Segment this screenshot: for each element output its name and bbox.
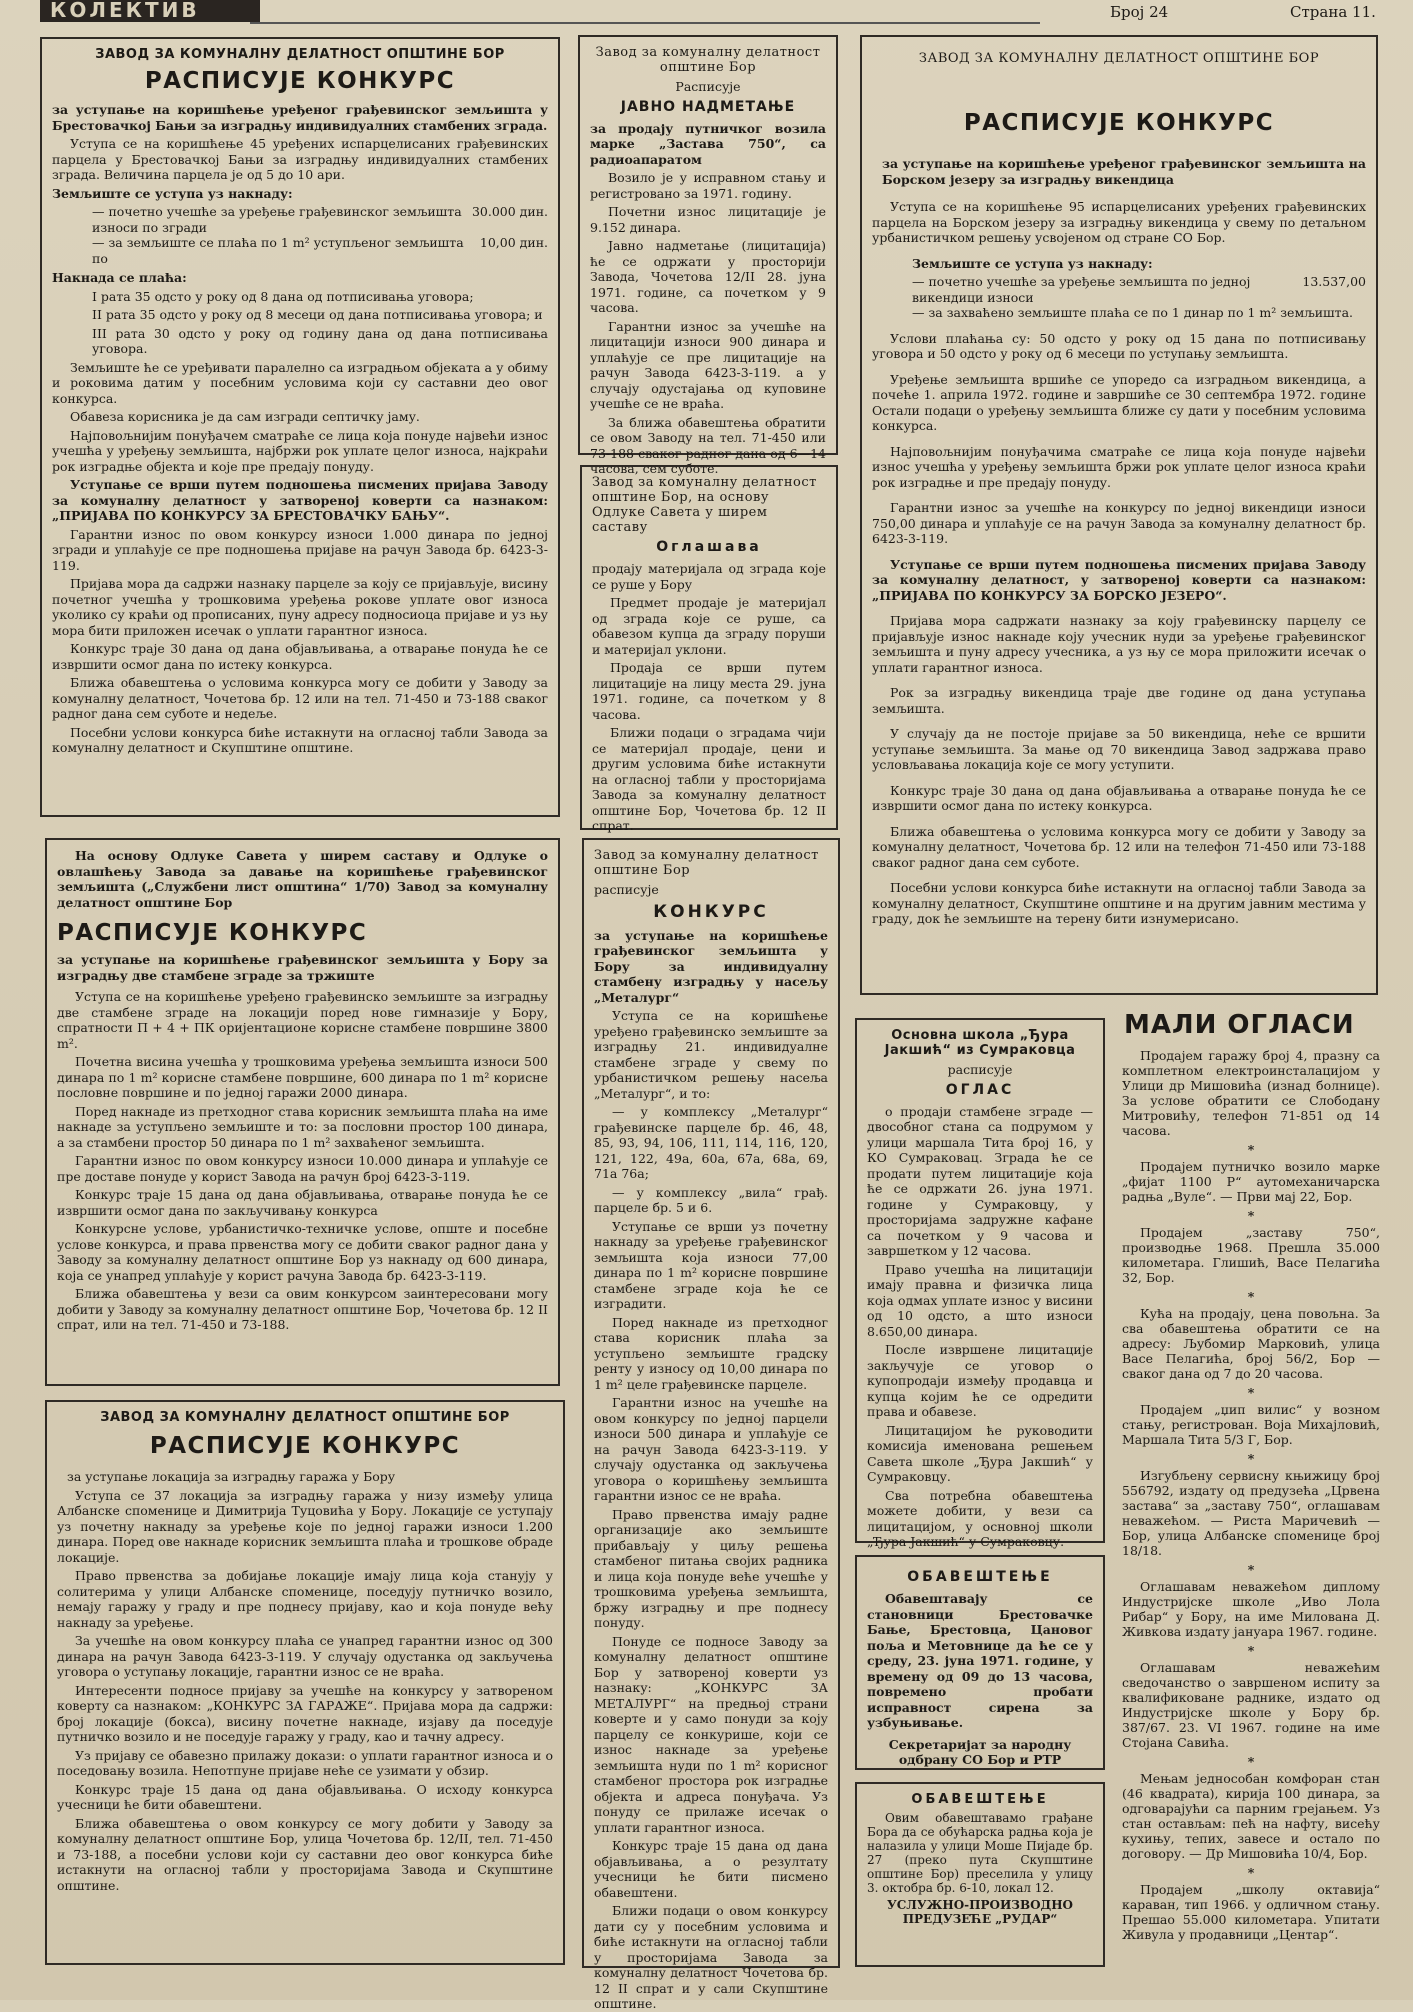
ad-paragraph: Посебни услови конкурса биће истакнути на огласној табли Завода за комуналну делатност, Скупштине општине и на другим јавним местима у граду, док ће земљиште на терену бити изнумерисано. [872, 880, 1366, 926]
ad-car-auction [578, 35, 838, 476]
ad-paragraph: Пријава мора да садржи назнаку парцеле за коју се пријављује, висину почетног учешћа у трошковима уређења рокове уплате овог износа уколико су краћи од прописаних, пуну адресу подносиоца пријаве и уз њу мора бити приложен исечак о уплати гарантног износа. [52, 576, 548, 638]
ad-title: КОНКУРС [653, 901, 769, 922]
ad-metalurg [582, 838, 840, 2011]
classified-ad: Продајем „џип вилис“ у возном стању, регистрован. Воја Михајловић, Маршала Тита 5/3 Г, Бор. [1122, 1402, 1380, 1447]
ad-subtitle: за уступање на коришћење уређеног грађевинског земљишта на Борском језеру за изградњу викендица [882, 156, 1366, 187]
ad-title: ОБАВЕШТЕЊЕ [907, 1569, 1053, 1585]
ad-subtitle: за уступање на коришћење грађевинског земљишта у Бору за индивидуалну стамбену изградњу у насељу „Металург“ [594, 927, 828, 1005]
ad-paragraph: Гарантни износ на учешће на овом конкурсу по једној парцели износи 500 динара и уплаћује се на рачун Завода 6423-3-119. У случају одустанка од закључења уговора о коришћењу земљишта гарантни износ се не враћа. [594, 1395, 828, 1503]
ad-paragraph: Јавно надметање (лицитација) ће се одржати у просторији Завода, Чочетова 12/II 28. јуна 1971. године, са почетком у 9 часова. [590, 238, 826, 315]
ad-garages [45, 1400, 565, 1965]
ad-intro: На основу Одлуке Савета у ширем саставу и Одлуке о овлашћењу Завода за давање на коришћење грађевинског земљишта („Службени лист општина“ 1/70) Завод за комуналну делатност општине Бор [57, 848, 548, 910]
separator-star: * [1247, 1562, 1255, 1577]
ad-paragraph: Овим обавештавамо грађане Бора да се обућарска радња која је налазила у улици Моше Пијаде бр. 27 (преко пута Скупштине општине Бор) преселила у улицу 3. октобра бр. 6-10, локал 12. [867, 1811, 1093, 1895]
ad-paragraph: Возило је у исправном стању и регистровано за 1971. годину. [590, 170, 826, 201]
ad-issuer: Основна школа „Ђура Јакшић“ из Сумраковца [884, 1028, 1076, 1058]
ad-paragraph: Уређење земљишта вршиће се упоредо са изградњом викендица, а почеће 1. априла 1972. године и завршиће се 30 септембра 1972. године Остали подаци о уређењу земљишта ближе су дати у посебним условима конкурса. [872, 371, 1366, 433]
ad-paragraph: Право учешћа на лицитацији имају правна и физичка лица која одмах уплате износ у висини од 10 одсто, а што износи 8.650,00 динара. [867, 1261, 1093, 1339]
ad-paragraph: Ближа обавештења у вези са овим конкурсом заинтересовани могу добити у Заводу за комуналну делатност општине Бор, Чочетова бр. 12 II спрат, или на тел. 71-450 и 73-188. [57, 1286, 548, 1332]
ad-issuer: ЗАВОД ЗА КОМУНАЛНУ ДЕЛАТНОСТ ОПШТИНЕ БОР [918, 51, 1320, 66]
fee-heading: Земљиште се уступа уз накнаду: [912, 255, 1153, 271]
separator-star: * [1247, 1865, 1255, 1880]
ad-paragraph: Гарантни износ за учешће на конкурсу по једној викендици износи 750,00 динара и уплаћује се на рачун Завода за комуналну делатност бр. 6423-3-119. [872, 500, 1366, 546]
ad-paragraph: Обавештавају се становници Брестовачке Бање, Брестовца, Цановог поља и Метовнице да ће се у среду, 23. јуна 1971. године, у времену од 09 до 13 часова, повремено пробати исправност сирена за узбуњивање. [867, 1591, 1093, 1730]
classified-ad: Продајем „заставу 750“, производње 1968. Прешла 35.000 километара. Глишић, Васе Пелагића 32, Бор. [1122, 1225, 1380, 1285]
ad-paragraph: Услови плаћања су: 50 одсто у року од 15 дана по потписивању уговора и 50 одсто у року од 6 месеци по уступању земљишта. [872, 330, 1366, 361]
ad-paragraph: Уз пријаву се обавезно прилажу докази: о уплати гарантног износа и о поседовању возила. Непотпуне пријаве неће се узимати у обзир. [57, 1747, 553, 1778]
ad-signature: УСЛУЖНО-ПРОИЗВОДНО ПРЕДУЗЕЋЕ „РУДАР“ [886, 1898, 1073, 1926]
ad-issuer: ЗАВОД ЗА КОМУНАЛНУ ДЕЛАТНОСТ ОПШТИНЕ БОР [100, 1410, 510, 1425]
payment-heading: Накнада се плаћа: [52, 270, 187, 285]
ad-paragraph: Посебни услови конкурса биће истакнути на огласној табли Завода за комуналну делатност и Скупштине општине. [52, 724, 548, 755]
header-rule [250, 22, 1040, 24]
payment-item: III рата 30 одсто у року од годину дана од дана потписивања уговора. [92, 325, 548, 356]
ad-verb: Расписује [675, 79, 741, 94]
ad-title: ОБАВЕШТЕЊЕ [911, 1792, 1049, 1807]
ad-paragraph: Уступа се на коришћење 45 уређених испарцелисаних грађевинских парцела у Брестовачкој Бањи за изградњу индивидуалних стамбених зграда. Величина парцела је од 5 до 10 ари. [52, 136, 548, 182]
payment-item: I рата 35 одсто у року од 8 дана од потписивања уговора; [92, 288, 474, 304]
ad-paragraph: о продаји стамбене зграде — двособног стана са подрумом у улици маршала Тита број 16, у КО Сумраковац. Зграда ће се продати путем лицитације која ће се одржати 26. јуна 1971. године у Сумраковцу, у просторијама задружне кафане са почетком у 9 часова и завршетком у 12 часова. [867, 1103, 1093, 1258]
ad-paragraph: Почетни износ лицитације је 9.152 динара. [590, 204, 826, 235]
ad-paragraph: Почетна висина учешћа у трошковима уређења земљишта износи 500 динара по 1 m² корисне стамбене површине, 600 динара по 1 m² корисне пословне површине и по једној гаражи 2000 динара. [57, 1054, 548, 1100]
separator-star: * [1247, 1451, 1255, 1466]
separator-star: * [1247, 1754, 1255, 1769]
ad-title: РАСПИСУЈЕ КОНКУРС [144, 68, 456, 94]
ad-paragraph: Поред накнаде из претходног става корисник земљишта плаћа на име накнаде за уступљено земљиште и то: за пословни простор 100 динара, а за стамбени простор 50 динара по 1 m² захваћеног земљишта. [57, 1103, 548, 1150]
ad-paragraph: Обавеза корисника је да сам изгради септичку јаму. [70, 409, 420, 424]
fee-row: — почетно учешће за уређење грађевинског земљишта износи по згради 30.000 дин. [92, 204, 548, 235]
fee-heading: Земљиште се уступа уз накнаду: [52, 185, 293, 201]
ad-paragraph: Ближа обавештења о условима конкурса могу се добити у Заводу за комуналну делатност, Чочетова бр. 12 или на тел. 71-450 и 73-188 сваког радног дана сем суботе и недеље. [52, 675, 548, 721]
issue-number: Број 24 [1110, 3, 1169, 21]
ad-paragraph: Поред накнаде из претходног става корисник плаћа за уступљено земљиште градску ренту у износу од 10,00 динара по 1 m² целе грађевинске парцеле. [594, 1314, 828, 1392]
masthead: КОЛЕКТИВ [40, 0, 260, 22]
classified-ad: Продајем гаражу број 4, празну са комплетном електроинсталацијом у Улици др Мишовића (изнад болнице). За услове обратити се Слободану Митровићу, телефон 71-851 од 14 часова. [1122, 1048, 1380, 1138]
ad-verb: расписује [594, 882, 659, 897]
ad-paragraph: — у комплексу „вила“ грађ. парцеле бр. 5 и 6. [594, 1184, 828, 1215]
ad-paragraph: Рок за изградњу викендица траје две године од дана уступања земљишта. [872, 685, 1366, 716]
ad-paragraph: Уступа се 37 локација за изградњу гаража у низу између улица Албанске споменице и Димитрија Туцовића у Бору. Локације се уступају уз почетну накнаду за уређење које по једној гаражи износи 1.200 динара. Поред ове накнаде корисник земљишта плаћа и трошкове обраде локације. [57, 1487, 553, 1565]
ad-signature: Секретаријат за народну одбрану СО Бор и РТР [888, 1736, 1072, 1767]
ad-paragraph: Продаја се врши путем лицитације на лицу места 29. јуна 1971. године, са почетком у 8 часова. [592, 660, 826, 722]
ad-school-house-sale [855, 1018, 1105, 1549]
separator-star: * [1247, 1289, 1255, 1304]
ad-title: РАСПИСУЈЕ КОНКУРС [963, 110, 1275, 136]
ad-paragraph: Интересенти подносе пријаву за учешће на конкурсу у затвореном коверту са назнаком: „КОНКУРС ЗА ГАРАЖЕ“. Пријава мора да садржи: број локације (бокса), висину почетне накнаде, изјаву да поседује путничко возило и не поседује гаражу у граду, као и тачну адресу. [57, 1682, 553, 1744]
ad-paragraph: Конкурс траје 30 дана од дана објављивања, а отварање понуда ће се извршити осмог дана по истеку конкурса. [52, 641, 548, 672]
ad-title: РАСПИСУЈЕ КОНКУРС [149, 1433, 461, 1459]
ad-paragraph: Сва потребна обавештења можете добити, у вези са лицитацијом, у основној школи „Ђура Јакшић“ у Сумраковцу. [867, 1487, 1093, 1549]
ad-paragraph: Гарантни износ за учешће на лицитацији износи 900 динара и уплаћује се пре лицитације на рачун Завода 6423-3-119. а у случају одустајања од куповине учешће се не враћа. [590, 318, 826, 411]
classified-ad: Продајем путничко возило марке „фијат 1100 Р“ аутомеханичарска радња „Вуле“. — Први мај 22, Бор. [1122, 1159, 1380, 1204]
ad-paragraph: Ближи подаци о зградама чији се материјал продаје, цени и другим условима биће истакнути на огласној табли у просторијама Завода за комуналну делатност општине Бор, Чочетова бр. 12 II спрат. [592, 725, 826, 833]
fee-row: — за захваћено земљиште плаћа се по 1 динар по 1 m² земљишта. [912, 305, 1354, 320]
ad-siren-notice [855, 1555, 1105, 1770]
ad-subtitle: за продају путничког возила марке „Застава 750“, са радиоапаратом [590, 120, 826, 167]
ad-subtitle: за уступање на коришћење грађевинског земљишта у Бору за изградњу две стамбене зграде за тржиште [57, 952, 548, 983]
ad-paragraph: Пријава мора садржати назнаку за коју грађевинску парцелу се пријављује износ накнаде коју учесник нуди за уређење грађевинског земљишта и пуну адресу учесника, а уз њу се мора приложити исечак о уплати гарантног износа. [872, 613, 1366, 675]
ad-paragraph: Конкурс траје 15 дана од дана објављивања. О исходу конкурса учесници ће бити обавештени. [57, 1781, 553, 1812]
page-number: Страна 11. [1290, 3, 1376, 21]
ad-brestovacka-banja [40, 37, 560, 817]
fee-row: — за земљиште се плаћа по 1 m² уступљеног земљишта по 10,00 дин. [92, 235, 548, 266]
ad-paragraph: Уступа се на коришћење 95 испарцелисаних уређених грађевинских парцела на Борском језеру за изградњу викендица у свему по детаљном урбанистичком решењу усвојеном од стране СО Бор. [872, 199, 1366, 245]
ad-paragraph: Ближи подаци о овом конкурсу дати су у посебним условима и биће истакнути на огласној табли у просторијама Завода за комуналну делатност Чочетова бр. 12 II спрат и у сали Скупштине општине. [594, 1903, 828, 2011]
classified-ad: Изгубљену сервисну књижицу број 556792, издату од предузећа „Црвена застава“ за „заставу 750“, оглашавам неважећом. — Риста Маричевић — Бор, улица Албанске споменице број 18/18. [1122, 1468, 1380, 1558]
ad-title: Оглашава [656, 539, 762, 555]
ad-paragraph: Ближа обавештења о условима конкурса могу се добити у Заводу за комуналну делатност, Чочетова бр. 12 или на телефон 71-450 или 73-188 сваког радног дана сем суботе. [872, 823, 1366, 870]
ad-paragraph: Право првенства имају радне организације ако земљиште прибављају у циљу решења стамбеног питања својих радника и лица која понуде веће учешће у трошковима уређења земљишта, бржу изградњу и пре поднесу понуду. [594, 1506, 828, 1630]
ad-paragraph: Гарантни износ по овом конкурсу износи 10.000 динара и уплаћује се пре доставе понуде у корист Завода на рачун број 6423-3-119. [57, 1153, 548, 1184]
ad-paragraph: — у комплексу „Металург“ грађевинске парцеле бр. 46, 48, 85, 93, 94, 106, 111, 114, 116, 120, 121, 122, 49а, 60а, 67а, 68а, 69, 71а 76а; [594, 1104, 828, 1181]
ad-paragraph: Конкурс траје 15 дана од дана објављивања, а о резултату учесници ће бити писмено обавештени. [594, 1838, 828, 1900]
ad-subtitle: за уступање локација за изградњу гаража у Бору [67, 1469, 396, 1484]
ad-title: ОГЛАС [945, 1081, 1015, 1098]
separator-star: * [1247, 1385, 1255, 1400]
ad-paragraph: Уступа се на коришћење уређено грађевинско земљиште за изградњу две стамбене зграде на локацији поред нове гимназије у Бору, спратности П + 4 + ПК оријентационе корисне стамбене површине 3800 m². [57, 989, 548, 1051]
separator-star: * [1247, 1208, 1255, 1223]
ad-paragraph: Земљиште ће се уређивати паралелно са изградњом објеката а у обиму и роковима датим у посебним условима који су саставни део овог конкурса. [52, 359, 548, 406]
ad-paragraph: Гарантни износ по овом конкурсу износи 1.000 динара по једној згради и уплаћује се пре подношења пријаве на рачун Завода бр. 6423-3-119. [52, 526, 548, 573]
ad-paragraph: За ближа обавештења обратити се овом Заводу на тел. 71-450 или 73-188 сваког радног дана од 6—14 часова, сем суботе. [590, 414, 826, 476]
ad-paragraph: Ближа обавештења о овом конкурсу се могу добити у Заводу за комуналну делатност општине Бор, улица Чочетова бр. 12/II, тел. 71-450 и 73-188, а посебни услови који су саставни део овог конкурса биће истакнути на огласној табли у просторијама Завода и Скупштине општине. [57, 1815, 553, 1893]
classified-ad: Продајем „школу октавија“ караван, тип 1966. у одличном стању. Прешао 55.000 километара. Упитати Живула у продавници „Центар“. [1122, 1882, 1380, 1942]
ad-title: РАСПИСУЈЕ КОНКУРС [57, 920, 368, 946]
classifieds-title: МАЛИ ОГЛАСИ [1124, 1010, 1355, 1040]
ad-title: ЈАВНО НАДМЕТАЊЕ [620, 98, 796, 115]
ad-paragraph: Конкурс траје 30 дана од дана објављивања а отварање понуда ће се извршити осмог дана по истеку конкурса. [872, 782, 1366, 813]
ad-paragraph: Понуде се подносе Заводу за комуналну делатност општине Бор у затвореној коверти уз назнаку: „КОНКУРС ЗА МЕТАЛУРГ“ на предњој страни коверте и у само понуди за коју парцелу се конкурише, који се износ накнаде за уређење земљишта нуди по 1 m² корисног стамбеног простора рок изградње објекта и адреса понуђача. Уз понуду се прилаже исечак о уплати гарантног износа. [594, 1633, 828, 1835]
ad-issuer: Завод за комуналну делатност општине Бор [594, 848, 819, 878]
ad-issuer: Завод за комуналну делатност општине Бор, на основу Одлуке Савета у ширем саставу [592, 475, 817, 535]
ad-paragraph: Уступа се на коришћење уређено грађевинско земљиште за изградњу 21. индивидуалне стамбене зграде у свему по урбанистичком решењу насеља „Металург“, и то: [594, 1008, 828, 1101]
ad-paragraph: Лицитацијом ће руководити комисија именована решењем Савета школе „Ђура Јакшић“ у Сумраковцу. [867, 1422, 1093, 1484]
classified-ad: Кућа на продају, цена повољна. За сва обавештења обратити се на адресу: Љубомир Марковић, улица Васе Пелагића, број 56/2, Бор — сваког дана од 7 до 20 часова. [1122, 1306, 1380, 1381]
separator-star: * [1247, 1142, 1255, 1157]
ad-paragraph: Право првенства за добијање локације имају лица која станују у солитерима у улици Албанске споменице, поседују путничко возило, немају гаражу у граду и пре поднесу пријаву, као и која понуде већу накнаду за уређење. [57, 1568, 553, 1630]
ad-two-buildings [45, 838, 560, 1386]
ad-paragraph: После извршене лицитације закључује се уговор о купопродаји између продавца и купца којим ће се одредити права и обавезе. [867, 1342, 1093, 1419]
payment-item: II рата 35 одсто у року од 8 месеци од дана потписивања уговора; и [92, 307, 543, 322]
ad-paragraph: Најповољнијим понуђачем сматраће се лица која понуде највећи износ учешћа у уређењу земљишта, најбржи рок уплате целог износа, најкраћи рок изградње објекта и које пре предају понуду. [52, 427, 548, 474]
ad-paragraph: Предмет продаје је материјал од зграда које се руше, са обавезом купца да зграду поруши и материјал уклони. [592, 595, 826, 657]
classified-ad: Мењам једнособан комфоран стан (46 квадрата), кирија 100 динара, за одговарајући са парним грејањем. Уз стан остављам: пећ на нафту, висећу кухињу, тепих, завесе и остало по договору. — Др Мишовића 10/4, Бор. [1122, 1771, 1380, 1861]
ad-verb: расписује [947, 1062, 1013, 1077]
ad-borsko-jezero [860, 35, 1378, 995]
fee-row: — почетно учешће за уређење земљишта по једној викендици износи 13.537,00 [912, 274, 1366, 305]
ad-building-material-sale [580, 465, 838, 833]
ad-paragraph: Најповољнијим понуђачима сматраће се лица која понуде највећи износ учешћа у уређењу земљишта бржи рок уплате целог износа краћи рок изградње и пре предају понуду. [872, 443, 1366, 490]
ad-paragraph: У случају да не постоје пријаве за 50 викендица, неће се вршити уступање земљишта. За мање од 70 викендица Завод задржава право условљавања локација које се могу уступити. [872, 726, 1366, 772]
separator-star: * [1247, 1643, 1255, 1658]
ad-issuer: Завод за комуналну делатност општине Бор [595, 45, 821, 75]
classified-ad: Оглашавам неважећим сведочанство о завршеном испиту за квалификоване раднике, издато од Индустријске школе у Бору бр. 387/67. 23. VI 1967. године на име Стојана Савића. [1122, 1660, 1380, 1750]
ad-paragraph: Конкурсне услове, урбанистичко-техничке услове, опште и посебне услове конкурса, и права првенства могу се добити сваког радног дана у Заводу за комуналну делатност општине Бор уз накнаду од 600 динара, која се унапред уплаћује у корист рачуна Завода бр. 6423-3-119. [57, 1221, 548, 1283]
ad-paragraph: Уступање се врши путем подношења писмених пријава Заводу за комуналну делатност, у затвореној коверти са назнаком: „ПРИЈАВА ПО КОНКУРСУ ЗА БОРСКО ЈЕЗЕРО“. [872, 556, 1366, 603]
ad-subtitle: за уступање на коришћење уређеног грађевинског земљишта у Брестовачкој Бањи за изградњу индивидуалних стамбених зграда. [52, 102, 548, 133]
classifieds-section [1122, 1010, 1380, 1970]
ad-paragraph: За учешће на овом конкурсу плаћа се унапред гарантни износ од 300 динара на рачун Завода 6423-3-119. У случају одустанка од закључења уговора о уступању локације, гарантни износ се не враћа. [57, 1633, 553, 1679]
ad-subtitle: продају материјала од зграда које се руше у Бору [592, 561, 826, 592]
ad-paragraph: Уступање се врши путем подношења писмених пријава Заводу за комуналну делатност у затвореној коверти са назнаком: „ПРИЈАВА ПО КОНКУРСУ ЗА БРЕСТОВАЧКУ БАЊУ“. [52, 477, 548, 523]
ad-shoe-shop-notice [855, 1782, 1105, 1967]
ad-paragraph: Конкурс траје 15 дана од дана објављивања, отварање понуда ће се извршити осмог дана по закључивању конкурса [57, 1187, 548, 1218]
classified-ad: Оглашавам неважећом диплому Индустријске школе „Иво Лола Рибар“ у Бору, на име Милована Д. Живкова издату јануара 1967. године. [1122, 1579, 1380, 1639]
ad-issuer: ЗАВОД ЗА КОМУНАЛНУ ДЕЛАТНОСТ ОПШТИНЕ БОР [95, 47, 505, 62]
ad-paragraph: Уступање се врши уз почетну накнаду за уређење грађевинског земљишта која износи 77,00 динара по 1 m² корисне површине стамбене зграде која ће се изградити. [594, 1218, 828, 1311]
